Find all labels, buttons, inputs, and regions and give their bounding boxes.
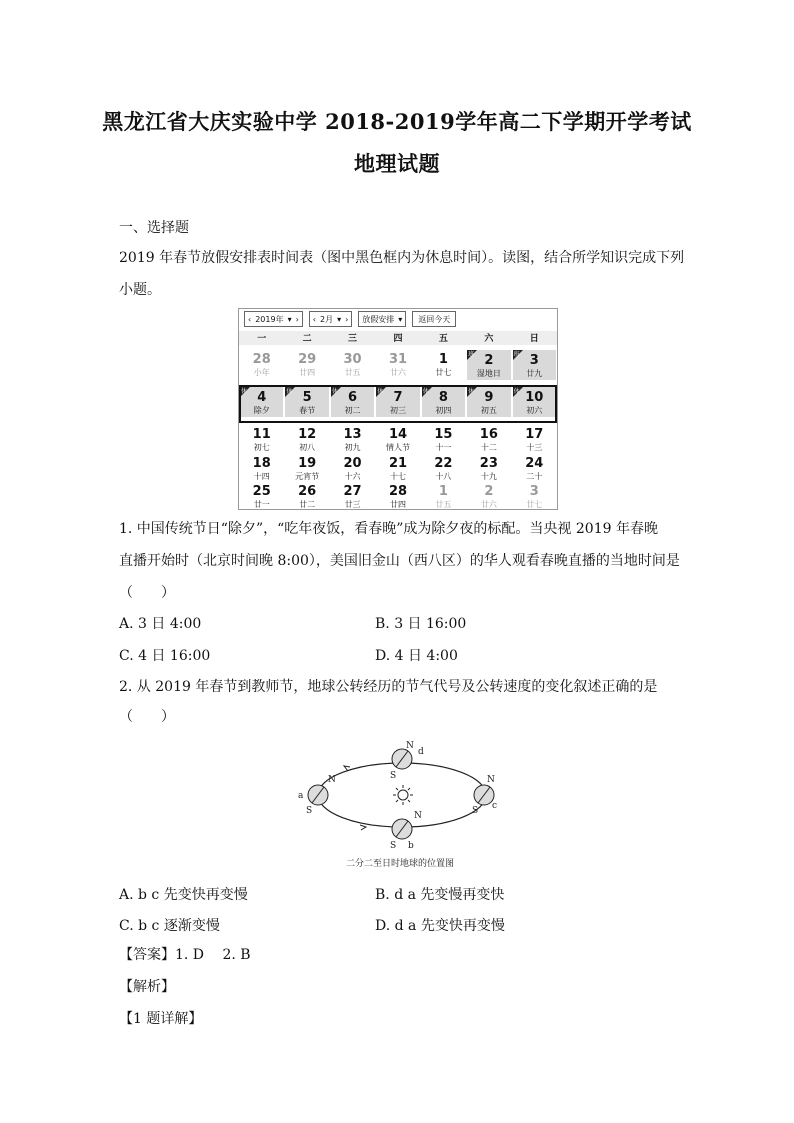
label-b: b [408, 841, 414, 851]
day-tag-text: 班 [513, 351, 520, 358]
calendar-day[interactable] [284, 349, 329, 381]
lunar-label: 二十 [526, 472, 543, 481]
day-number: 16 [479, 427, 498, 442]
calendar-day[interactable] [375, 424, 420, 456]
lunar-label: 小年 [253, 368, 270, 377]
year-select[interactable]: ‹ 2019年 ▾ › [244, 311, 303, 327]
day-number: 4 [257, 390, 267, 405]
label-n: N [414, 811, 422, 821]
day-number: 24 [525, 456, 544, 471]
calendar-day[interactable] [330, 481, 375, 513]
day-number: 2 [484, 484, 494, 499]
calendar-day[interactable] [421, 481, 466, 513]
day-number: 28 [388, 484, 408, 499]
day-number: 12 [298, 427, 317, 442]
earth-b [392, 819, 412, 839]
q2-option-d: D. d a 先变快再变慢 [375, 918, 505, 934]
day-number: 3 [529, 484, 539, 499]
diagram-caption: 二分二至日时地球的位置图 [345, 859, 455, 869]
day-number: 19 [298, 456, 317, 471]
calendar-day[interactable] [512, 424, 557, 456]
weekday-label: 六 [484, 334, 494, 344]
intro-line-1: 2019 年春节放假安排表时间表（图中黑色框内为休息时间）。读图，结合所学知识完成下列 [119, 250, 685, 266]
lunar-label: 初四 [435, 406, 452, 415]
month-select[interactable]: ‹ 2月 ▾ › [309, 311, 353, 327]
lunar-label: 十八 [435, 472, 452, 481]
day-tag-text: 休 [513, 388, 520, 395]
lunar-label: 十四 [253, 472, 270, 481]
day-tag-text: 休 [468, 388, 475, 395]
weekday-label: 日 [529, 334, 539, 344]
intro-line-2: 小题。 [119, 282, 161, 298]
calendar-week-row [239, 349, 557, 381]
earth-c [474, 785, 494, 805]
day-tag-text: 休 [377, 388, 384, 395]
sun-icon [393, 785, 413, 805]
calendar-day[interactable] [239, 349, 284, 381]
q2-option-c: C. b c 逐渐变慢 [119, 918, 220, 934]
calendar-day[interactable] [466, 424, 511, 456]
day-number: 30 [343, 352, 362, 367]
title-line-1: 黑龙江省大庆实验中学 2018-2019学年高二下学期开学考试 [102, 109, 692, 134]
weekday-label: 四 [393, 334, 403, 344]
day-number: 28 [252, 352, 271, 367]
title-line-2: 地理试题 [354, 151, 440, 176]
orbit-ellipse [318, 763, 486, 827]
q1-line-2: 直播开始时（北京时间晚 8:00），美国旧金山（西八区）的华人观看春晚直播的当地时间是 [119, 553, 680, 569]
weekday-header [239, 331, 557, 345]
lunar-label: 廿七 [435, 368, 452, 377]
day-number: 25 [252, 484, 271, 499]
calendar-day[interactable] [330, 424, 375, 456]
lunar-label: 元宵节 [295, 472, 320, 481]
day-number: 29 [298, 352, 317, 367]
day-number: 11 [252, 427, 271, 442]
calendar-day[interactable] [466, 481, 511, 513]
lunar-label: 廿三 [344, 500, 361, 509]
q2-option-a: A. b c 先变快再变慢 [119, 887, 248, 903]
day-number: 20 [343, 456, 362, 471]
calendar-week-row [239, 424, 557, 456]
q1-option-b: B. 3 日 16:00 [375, 616, 467, 632]
lunar-label: 十一 [435, 443, 452, 452]
day-tag-text: 班 [468, 351, 475, 358]
lunar-label: 廿四 [389, 500, 406, 509]
weekday-label: 五 [438, 334, 448, 344]
day-number: 14 [388, 427, 408, 442]
day-number: 9 [484, 390, 494, 405]
day-tag-text: 休 [286, 388, 293, 395]
calendar-day[interactable] [467, 350, 510, 380]
section-heading: 一、选择题 [119, 220, 189, 236]
weekday-label: 二 [302, 334, 312, 344]
lunar-label: 十七 [389, 472, 406, 481]
lunar-label: 廿七 [526, 500, 543, 509]
holiday-frame [239, 385, 557, 423]
lunar-label: 十三 [526, 443, 543, 452]
label-s: S [306, 806, 313, 816]
calendar-day[interactable] [512, 481, 557, 513]
detail-heading: 【1 题详解】 [119, 1011, 203, 1027]
day-number: 10 [525, 390, 544, 405]
lunar-label: 廿二 [299, 500, 316, 509]
q2-line-2: （ ） [119, 709, 175, 725]
lunar-label: 初七 [253, 443, 270, 452]
day-number: 5 [302, 390, 312, 405]
q1-line-3: （ ） [119, 585, 175, 601]
lunar-label: 十六 [344, 472, 361, 481]
q2-option-b: B. d a 先变慢再变快 [375, 887, 505, 903]
lunar-label: 廿九 [526, 369, 543, 378]
label-s: S [390, 841, 397, 851]
q1-line-1: 1. 中国传统节日“除夕”，“吃年夜饭，看春晚”成为除夕夜的标配。当央视 2019 年春晚 [119, 521, 658, 537]
lunar-label: 初八 [299, 443, 316, 452]
calendar-day[interactable] [421, 424, 466, 456]
day-number: 8 [438, 390, 448, 405]
day-tag-text: 休 [331, 388, 338, 395]
earth-d [392, 749, 412, 769]
label-n: N [487, 775, 495, 785]
label-c: c [492, 801, 498, 811]
day-number: 1 [438, 484, 448, 499]
lunar-label: 十九 [480, 472, 497, 481]
answer: 【答案】1. D 2. B [119, 947, 251, 963]
lunar-label: 廿五 [344, 368, 361, 377]
lunar-label: 情人节 [385, 443, 410, 452]
earth-orbit-diagram [290, 740, 510, 870]
q2-line-1: 2. 从 2019 年春节到教师节，地球公转经历的节气代号及公转速度的变化叙述正确的是 [119, 679, 658, 695]
analysis-heading: 【解析】 [119, 979, 175, 995]
today-button[interactable]: 返回今天 [412, 311, 456, 327]
day-number: 21 [388, 456, 408, 471]
lunar-label: 初三 [389, 406, 406, 415]
day-number: 1 [438, 352, 448, 367]
orbit-arrow [360, 825, 366, 830]
q1-option-d: D. 4 日 4:00 [375, 648, 458, 664]
calendar-day[interactable] [330, 349, 375, 381]
weekday-label: 一 [257, 334, 267, 344]
lunar-label: 廿一 [253, 500, 270, 509]
holiday-calendar [238, 308, 558, 510]
calendar-day[interactable] [284, 424, 329, 456]
lunar-label: 初九 [344, 443, 361, 452]
lunar-label: 初六 [526, 406, 543, 415]
calendar-day[interactable] [284, 481, 329, 513]
weekday-label: 三 [348, 334, 358, 344]
day-number: 17 [525, 427, 544, 442]
label-n: N [406, 741, 414, 751]
day-number: 7 [393, 390, 403, 405]
q1-option-a: A. 3 日 4:00 [119, 616, 202, 632]
day-number: 27 [343, 484, 362, 499]
lunar-label: 十二 [480, 443, 497, 452]
calendar-day[interactable] [421, 349, 466, 381]
day-number: 2 [484, 353, 494, 368]
lunar-label: 廿四 [299, 368, 316, 377]
q1-option-c: C. 4 日 16:00 [119, 648, 211, 664]
day-number: 26 [298, 484, 317, 499]
lunar-label: 初五 [480, 406, 497, 415]
label-d: d [418, 747, 424, 757]
day-number: 6 [348, 390, 358, 405]
lunar-label: 春节 [299, 406, 316, 415]
label-a: a [298, 791, 304, 801]
lunar-label: 除夕 [253, 406, 270, 415]
day-number: 18 [252, 456, 271, 471]
day-number: 13 [343, 427, 362, 442]
lunar-label: 廿六 [480, 500, 497, 509]
label-s: S [472, 806, 479, 816]
calendar-day[interactable] [239, 481, 284, 513]
day-number: 3 [529, 353, 539, 368]
day-number: 23 [479, 456, 498, 471]
day-number: 15 [434, 427, 453, 442]
earth-a [308, 785, 328, 805]
lunar-label: 廿五 [435, 500, 452, 509]
holiday-select[interactable]: 放假安排 ▾ [358, 311, 406, 327]
calendar-day[interactable] [513, 350, 556, 380]
label-n: N [328, 775, 336, 785]
calendar-day[interactable] [239, 424, 284, 456]
day-number: 22 [434, 456, 453, 471]
lunar-label: 湿地日 [476, 369, 501, 378]
lunar-label: 廿六 [389, 368, 406, 377]
day-tag-text: 休 [422, 388, 429, 395]
calendar-week-row [239, 481, 557, 513]
day-tag-text: 休 [241, 388, 248, 395]
day-number: 31 [388, 352, 408, 367]
lunar-label: 初二 [344, 406, 361, 415]
calendar-day[interactable] [375, 481, 420, 513]
calendar-day[interactable] [375, 349, 420, 381]
label-s: S [390, 771, 397, 781]
